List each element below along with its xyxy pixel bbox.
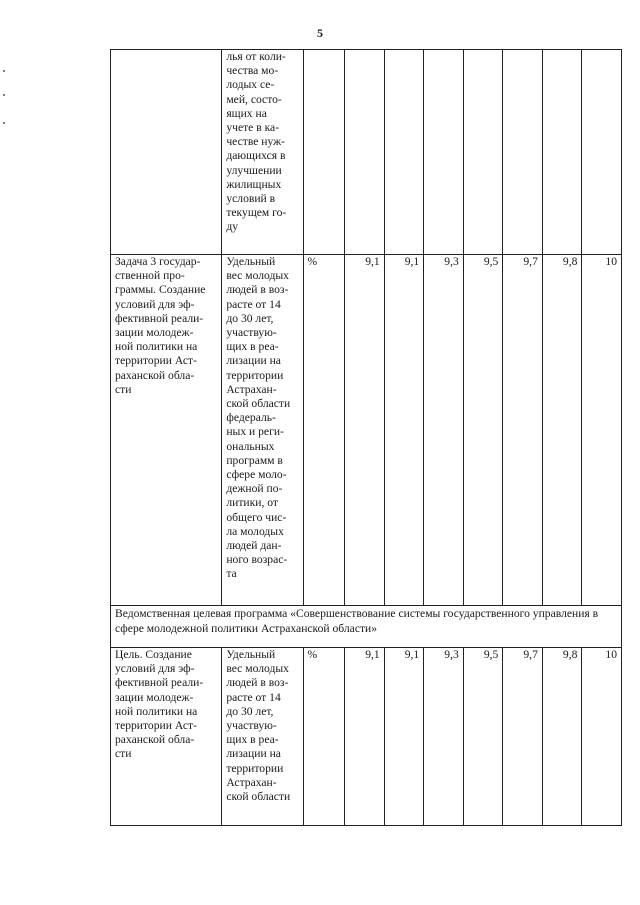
- value-cell: 9,7: [503, 255, 543, 606]
- value-cell: [503, 50, 543, 255]
- value-cell: [582, 50, 622, 255]
- unit-cell: %: [303, 255, 345, 606]
- section-heading: Ведомственная целевая программа «Совершенствование системы государственного управления в сфере молодежной политики Астраханской области»: [111, 606, 622, 648]
- goal-cell: [111, 50, 222, 255]
- value-cell: [345, 50, 385, 255]
- indicator-cell: Удельный вес молодых людей в воз- расте от 14 до 30 лет, участвую- щих в реа- лизации на территории Астрахан- ской области: [222, 648, 303, 826]
- value-cell: 9,1: [384, 255, 424, 606]
- value-cell: 9,5: [463, 255, 503, 606]
- table-row: [111, 50, 622, 255]
- value-cell: 9,8: [542, 648, 582, 826]
- table-row: [111, 255, 622, 606]
- indicator-cell: Удельный вес молодых людей в воз- расте от 14 до 30 лет, участвую- щих в реа- лизации на территории Астрахан- ской области федераль- ных и реги- ональных программ в сфере моло- дежной по- литики, от общего чис- ла молодых людей дан- ного возрас- та: [222, 255, 303, 606]
- value-cell: 9,7: [503, 648, 543, 826]
- goal-cell: Задача 3 государ- ственной про- граммы. Создание условий для эф- фективной реали- зации молодеж- ной политики на территории Аст- раханской обла- сти: [111, 255, 222, 606]
- section-row: [111, 606, 622, 648]
- scan-artifact-dots: [3, 70, 9, 130]
- value-cell: [542, 50, 582, 255]
- indicators-table: [110, 49, 622, 826]
- indicator-cell: лья от коли- чества мо- лодых се- мей, состо- ящих на учете в ка- честве нуж- дающихся в улучшении жилищных условий в текущем го- ду: [222, 50, 303, 255]
- value-cell: 10: [582, 255, 622, 606]
- unit-cell: %: [303, 648, 345, 826]
- value-cell: 9,1: [384, 648, 424, 826]
- page-number: 5: [317, 26, 323, 40]
- value-cell: 9,8: [542, 255, 582, 606]
- table-row: [111, 648, 622, 826]
- value-cell: [463, 50, 503, 255]
- goal-cell: Цель. Создание условий для эф- фективной реали- зации молодеж- ной политики на территории Аст- раханской обла- сти: [111, 648, 222, 826]
- unit-cell: [303, 50, 345, 255]
- value-cell: 9,1: [345, 648, 385, 826]
- value-cell: 9,5: [463, 648, 503, 826]
- value-cell: 9,3: [424, 648, 464, 826]
- value-cell: 9,1: [345, 255, 385, 606]
- value-cell: [384, 50, 424, 255]
- value-cell: 10: [582, 648, 622, 826]
- value-cell: [424, 50, 464, 255]
- value-cell: 9,3: [424, 255, 464, 606]
